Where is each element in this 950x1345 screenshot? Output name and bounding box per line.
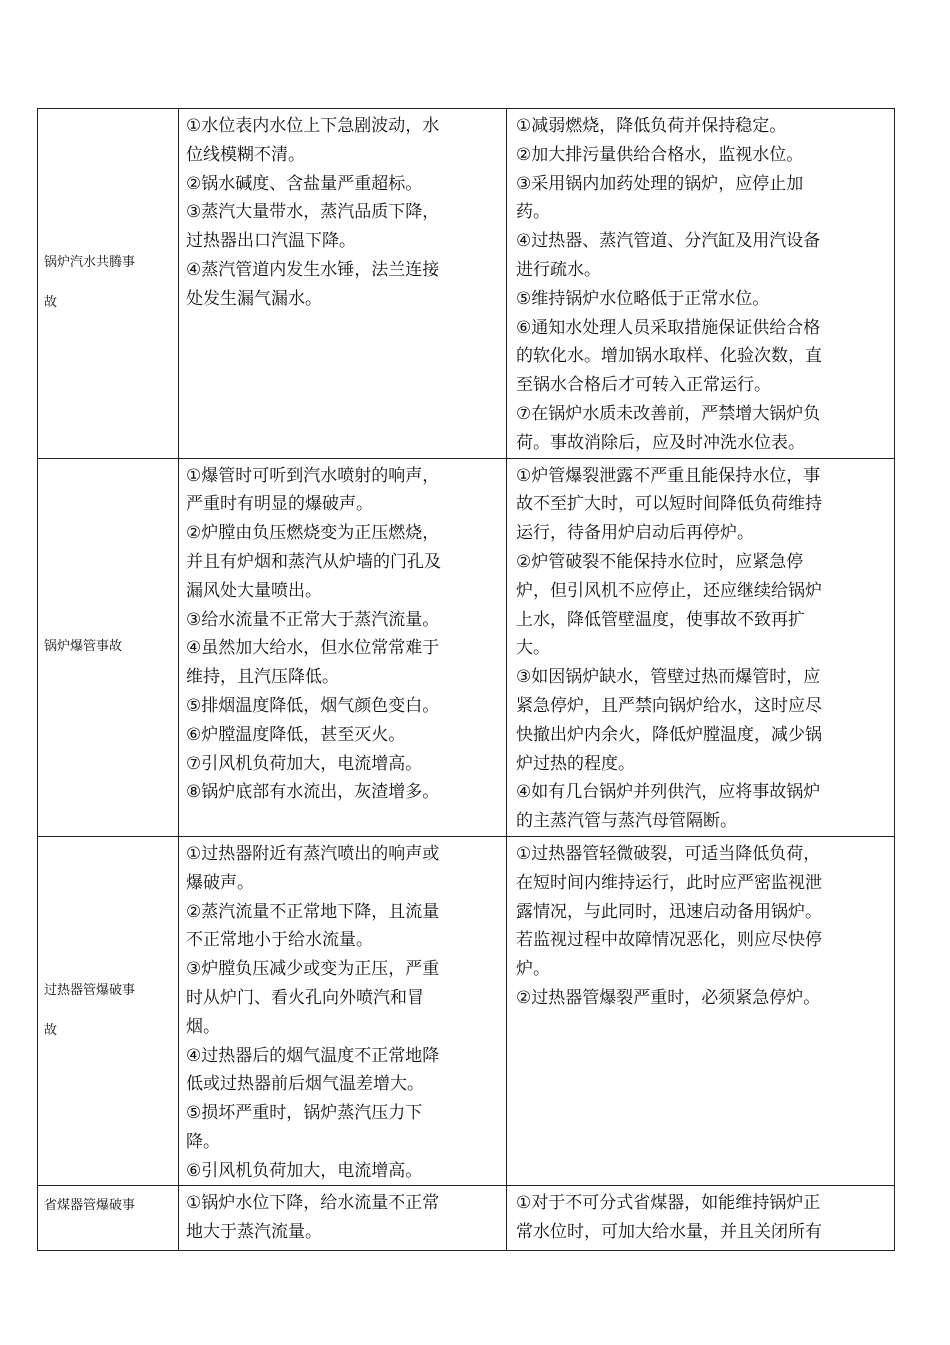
action-line: ④过热器、蒸汽管道、分汽缸及用汽设备 [516,231,821,252]
accident-name-line: 省煤器管爆破事 [44,1198,136,1214]
accident-name-cell [38,1186,179,1251]
symptom-line: ⑥引风机负荷加大，电流增高。 [186,1160,423,1181]
accident-name-line: 故 [44,295,58,311]
accident-table [37,108,895,1251]
action-line: ②过热器管爆裂严重时，必须紧急停炉。 [516,987,821,1008]
symptom-line: 不正常地小于给水流量。 [186,930,373,951]
symptoms-cell [179,109,507,459]
action-line: 药。 [516,202,550,223]
symptom-line: ①锅炉水位下降，给水流量不正常 [186,1193,440,1214]
symptoms-cell [179,458,507,836]
symptom-line: ⑤损坏严重时，锅炉蒸汽压力下 [186,1103,423,1124]
action-line: ④如有几台锅炉并列供汽，应将事故锅炉 [516,782,821,803]
accident-name-line: 过热器管爆破事 [44,983,136,999]
symptom-line: ③给水流量不正常大于蒸汽流量。 [186,609,440,630]
action-line: 至锅水合格后才可转入正常运行。 [516,375,771,396]
table-row [38,836,895,1186]
action-line: 常水位时，可加大给水量，并且关闭所有 [516,1222,822,1243]
symptom-line: ①水位表内水位上下急剧波动，水 [186,116,440,136]
action-line: 的软化水。增加锅水取样、化验次数，直 [516,346,822,367]
symptom-line: ③蒸汽大量带水，蒸汽品质下降， [186,202,440,223]
symptom-line: 过热器出口汽温下降。 [186,231,356,252]
action-line: ①炉管爆裂泄露不严重且能保持水位，事 [516,465,821,486]
action-line: 炉，但引风机不应停止，还应继续给锅炉 [516,580,822,601]
symptom-line: ⑦引风机负荷加大，电流增高。 [186,753,423,774]
symptom-line: ⑧锅炉底部有水流出，灰渣增多。 [186,782,440,803]
action-line: ⑥通知水处理人员采取措施保证供给合格 [516,317,821,338]
symptom-line: ①过热器附近有蒸汽喷出的响声或 [186,843,440,864]
action-line: ③采用锅内加药处理的锅炉，应停止加 [516,173,804,194]
action-line: 紧急停炉，且严禁向锅炉给水，这时应尽 [516,695,822,716]
action-line: 快撤出炉内余火，降低炉膛温度，减少锅 [516,724,822,745]
symptom-line: 处发生漏气漏水。 [186,288,322,309]
symptom-line: 严重时有明显的爆破声。 [186,494,373,515]
action-line: 的主蒸汽管与蒸汽母管隔断。 [516,811,737,832]
symptom-line: ②蒸汽流量不正常地下降，且流量 [186,901,440,922]
action-line: 若监视过程中故障情况恶化，则应尽快停 [516,930,822,951]
symptom-line: ②锅水碱度、含盐量严重超标。 [186,173,423,194]
symptom-line: ④虽然加大给水，但水位常常难于 [186,638,440,659]
action-line: 炉过热的程度。 [516,753,635,774]
action-line: ①对于不可分式省煤器，如能维持锅炉正 [516,1193,821,1214]
symptoms-cell [179,836,507,1186]
accident-name-line: 锅炉汽水共腾事 [44,255,136,271]
symptom-line: ⑤排烟温度降低，烟气颜色变白。 [186,695,440,716]
action-line: ①过热器管轻微破裂，可适当降低负荷， [516,843,821,864]
action-line: ②炉管破裂不能保持水位时，应紧急停 [516,551,804,572]
actions-cell [507,1186,895,1251]
symptom-line: 位线模糊不清。 [186,144,305,165]
symptom-line: 维持，且汽压降低。 [186,667,339,688]
table-row [38,109,895,459]
symptom-line: ④过热器后的烟气温度不正常地降 [186,1045,440,1066]
symptom-line: ②炉膛由负压燃烧变为正压燃烧， [186,523,440,544]
actions-cell [507,109,895,459]
action-line: 进行疏水。 [516,259,601,280]
symptom-line: 地大于蒸汽流量。 [186,1222,322,1243]
actions-cell [507,458,895,836]
symptom-line: 低或过热器前后烟气温差增大。 [186,1074,424,1095]
symptom-line: ④蒸汽管道内发生水锤，法兰连接 [186,259,440,280]
symptom-line: 并且有炉烟和蒸汽从炉墙的门孔及 [186,551,441,572]
accident-name-cell [38,458,179,836]
action-line: ①减弱燃烧，降低负荷并保持稳定。 [516,116,787,136]
symptom-line: 降。 [186,1131,220,1152]
symptoms-cell [179,1186,507,1251]
action-line: 大。 [516,638,550,659]
action-line: 炉。 [516,959,550,980]
accident-name-line: 锅炉爆管事故 [44,639,123,655]
symptom-line: ⑥炉膛温度降低，甚至灭火。 [186,724,406,745]
action-line: ③如因锅炉缺水，管壁过热而爆管时，应 [516,667,821,688]
actions-cell [507,836,895,1186]
accident-name-cell [38,836,179,1186]
accident-name-line: 故 [44,1023,58,1039]
action-line: 故不至扩大时，可以短时间降低负荷维持 [516,494,822,515]
action-line: 荷。事故消除后，应及时冲洗水位表。 [516,432,805,453]
accident-name-cell [38,109,179,459]
table-row [38,1186,895,1251]
action-line: 运行，待备用炉启动后再停炉。 [516,523,754,544]
action-line: ⑤维持锅炉水位略低于正常水位。 [516,288,770,309]
action-line: ②加大排污量供给合格水，监视水位。 [516,144,804,165]
symptom-line: 烟。 [186,1016,220,1037]
symptom-line: ③炉膛负压减少或变为正压，严重 [186,959,440,980]
action-line: ⑦在锅炉水质未改善前，严禁增大锅炉负 [516,403,821,424]
symptom-line: 爆破声。 [186,872,254,893]
symptom-line: 时从炉门、看火孔向外喷汽和冒 [186,987,424,1008]
symptom-line: ①爆管时可听到汽水喷射的响声， [186,465,440,486]
action-line: 上水，降低管壁温度，使事故不致再扩 [516,609,805,630]
action-line: 露情况，与此同时，迅速启动备用锅炉。 [516,901,822,922]
symptom-line: 漏风处大量喷出。 [186,580,322,601]
table-row [38,458,895,836]
action-line: 在短时间内维持运行，此时应严密监视泄 [516,872,822,893]
